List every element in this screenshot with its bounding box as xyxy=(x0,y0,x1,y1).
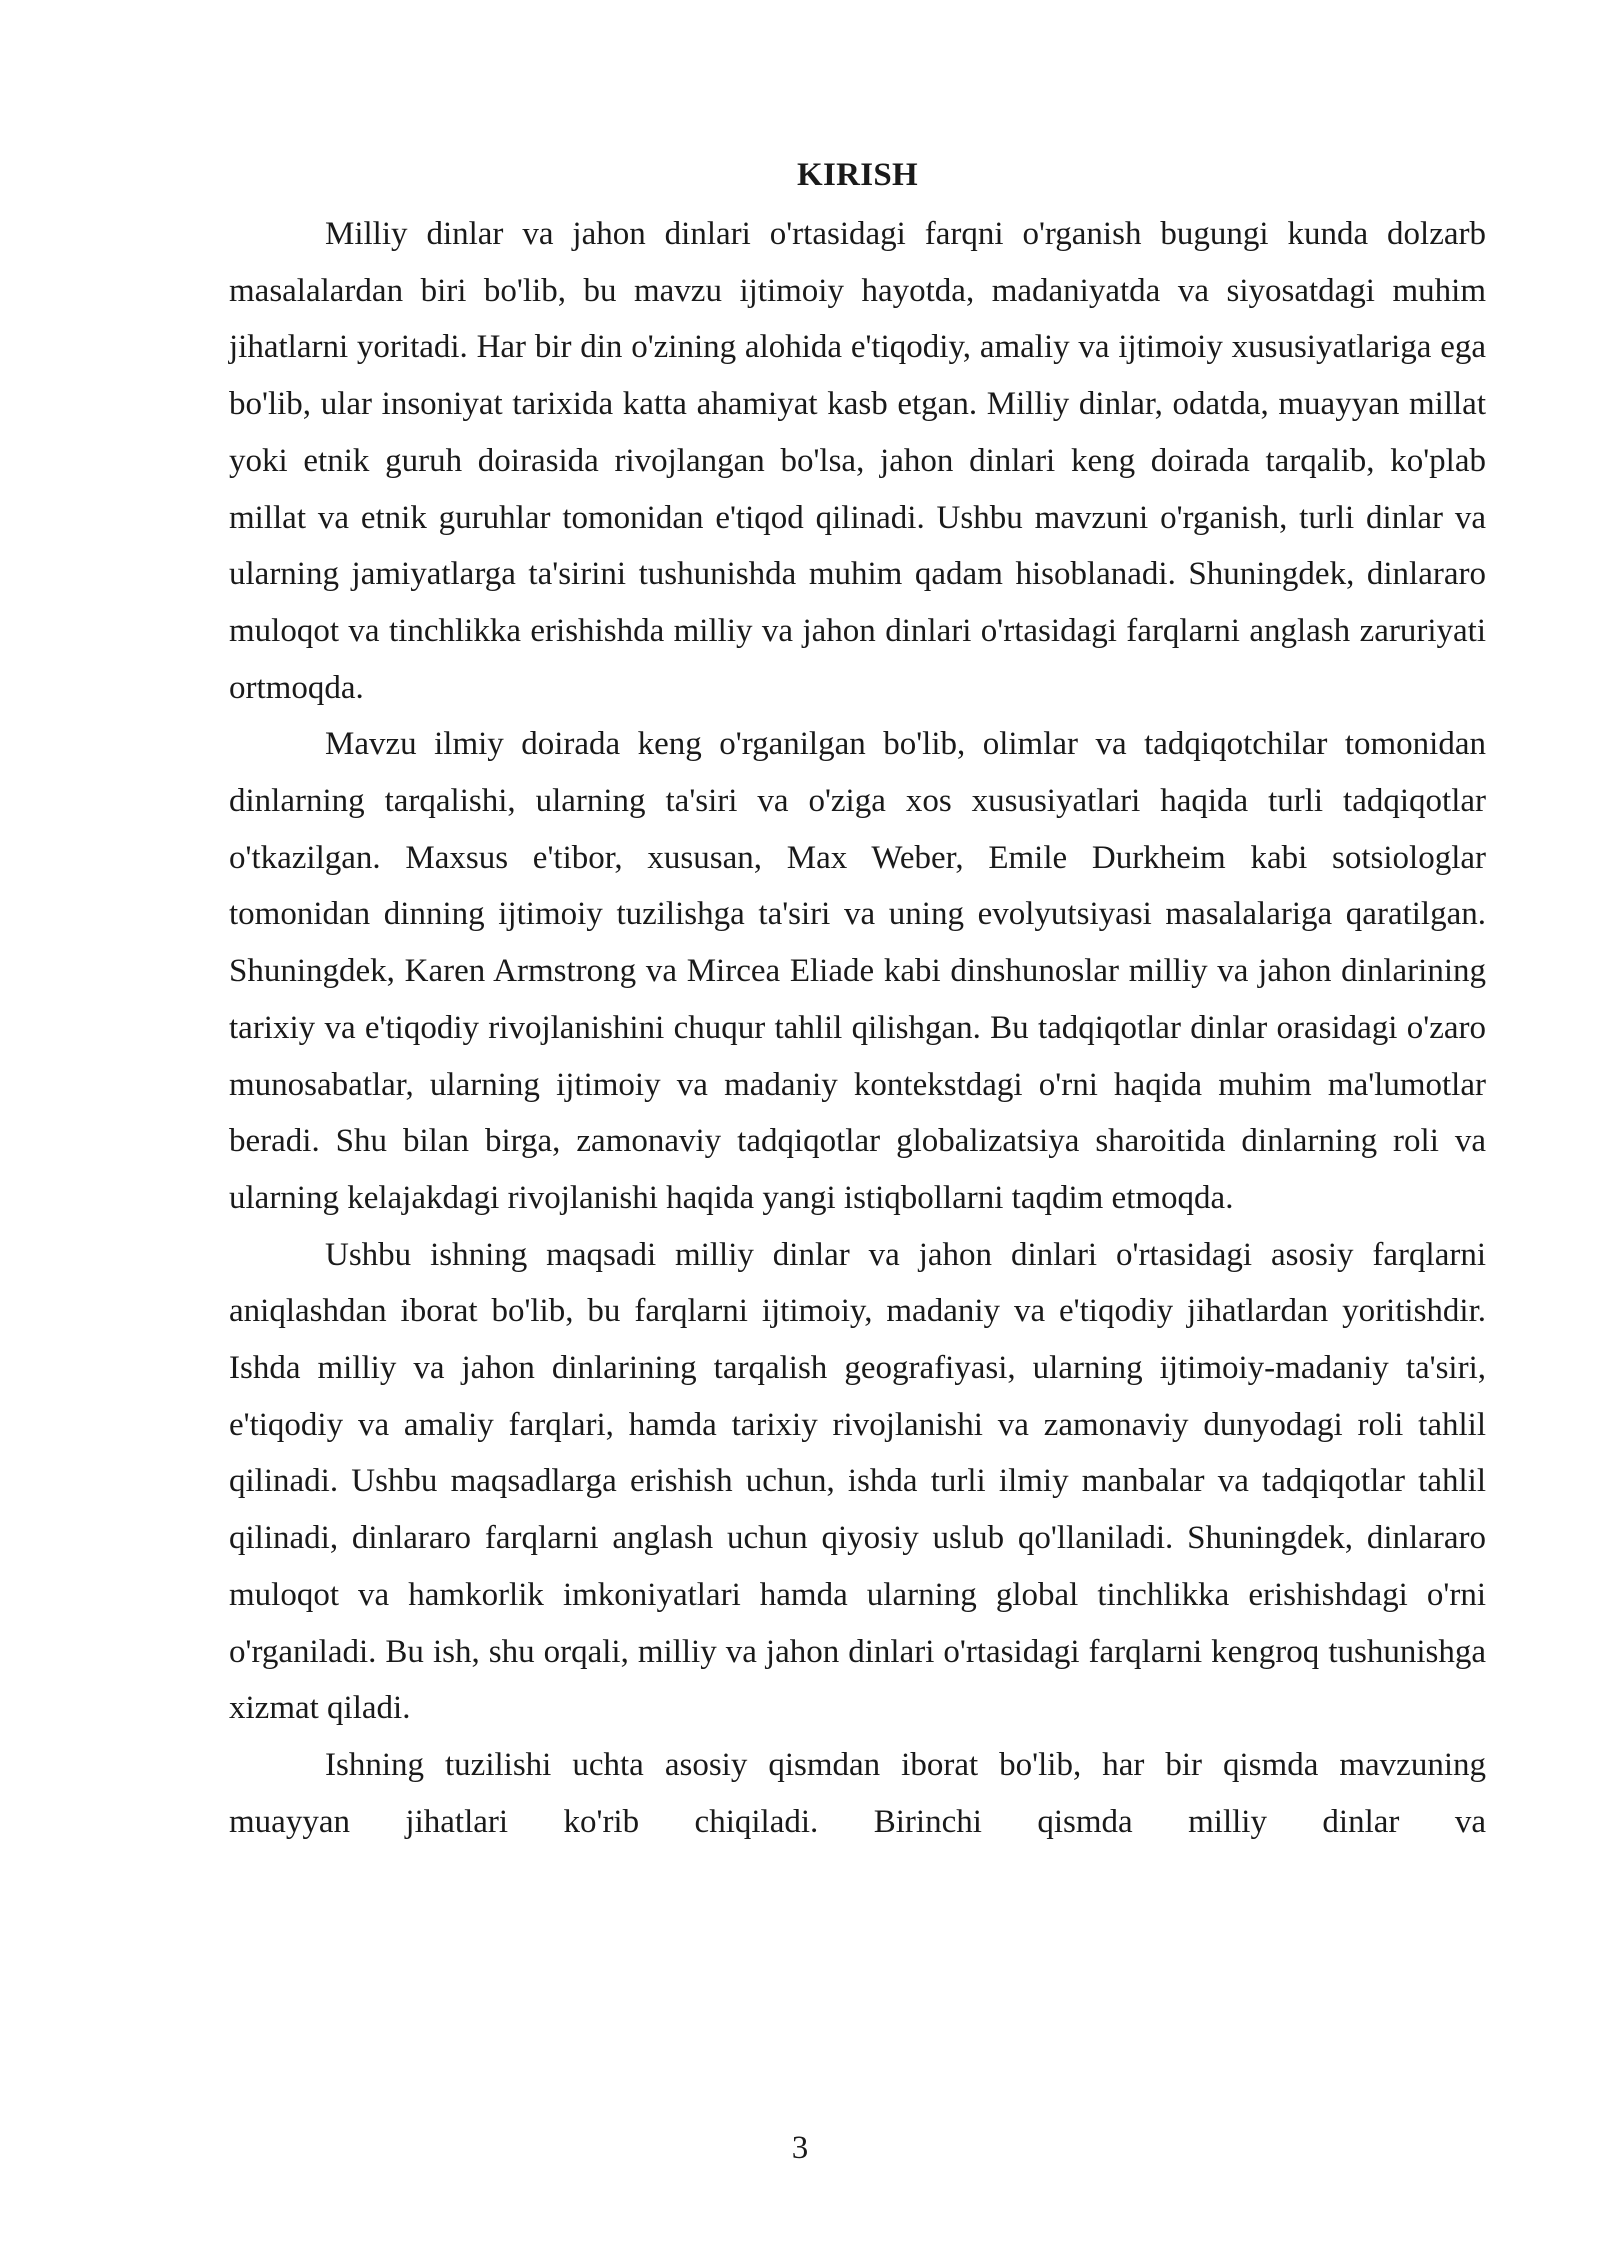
document-page xyxy=(229,150,1486,1850)
page-title: KIRISH xyxy=(796,157,918,193)
paragraph-2: Mavzu ilmiy doirada keng o'rganilgan bo'lib, olimlar va tadqiqotchilar tomonidan dinlarning tarqalishi, ularning ta'siri va o'ziga xos xususiyatlari haqida turli tadqiqotlar o'tkazilgan. Maxsus e'tibor, xususan, Max Weber, Emile Durkheim kabi sotsiologlar tomonidan dinning ijtimoiy tuzilishga ta'siri va uning evolyutsiyasi masalalariga qaratilgan. Shuningdek, Karen Armstrong va Mircea Eliade kabi dinshunoslar milliy va jahon dinlarining tarixiy va e'tiqodiy rivojlanishini chuqur tahlil qilishgan. Bu tadqiqotlar dinlar orasidagi o'zaro munosabatlar, ularning ijtimoiy va madaniy kontekstdagi o'rni haqida muhim ma'lumotlar beradi. Shu bilan birga, zamonaviy tadqiqotlar globalizatsiya sharoitida dinlarning roli va ularning kelajakdagi rivojlanishi haqida yangi istiqbollarni taqdim etmoqda. xyxy=(229,726,1486,1216)
page-number: 3 xyxy=(791,2130,809,2166)
paragraph-4: Ishning tuzilishi uchta asosiy qismdan iborat bo'lib, har bir qismda mavzuning muayyan jihatlari ko'rib chiqiladi. Birinchi qismda milliy dinlar va xyxy=(229,1746,1486,1840)
paragraph-3: Ushbu ishning maqsadi milliy dinlar va jahon dinlari o'rtasidagi asosiy farqlarni aniqlashdan iborat bo'lib, bu farqlarni ijtimoiy, madaniy va e'tiqodiy jihatlardan yoritishdir. Ishda milliy va jahon dinlarining tarqalish geografiyasi, ularning ijtimoiy-madaniy ta'siri, e'tiqodiy va amaliy farqlari, hamda tarixiy rivojlanishi va zamonaviy dunyodagi roli tahlil qilinadi. Ushbu maqsadlarga erishish uchun, ishda turli ilmiy manbalar va tadqiqotlar tahlil qilinadi, dinlararo farqlarni anglash uchun qiyosiy uslub qo'llaniladi. Shuningdek, dinlararo muloqot va hamkorlik imkoniyatlari hamda ularning global tinchlikka erishishdagi o'rni o'rganiladi. Bu ish, shu orqali, milliy va jahon dinlari o'rtasidagi farqlarni kengroq tushunishga xizmat qiladi. xyxy=(229,1236,1486,1727)
paragraph-1: Milliy dinlar va jahon dinlari o'rtasidagi farqni o'rganish bugungi kunda dolzarb masalalardan biri bo'lib, bu mavzu ijtimoiy hayotda, madaniyatda va siyosatdagi muhim jihatlarni yoritadi. Har bir din o'zining alohida e'tiqodiy, amaliy va ijtimoiy xususiyatlariga ega bo'lib, ular insoniyat tarixida katta ahamiyat kasb etgan. Milliy dinlar, odatda, muayyan millat yoki etnik guruh doirasida rivojlangan bo'lsa, jahon dinlari keng doirada tarqalib, ko'plab millat va etnik guruhlar tomonidan e'tiqod qilinadi. Ushbu mavzuni o'rganish, turli dinlar va ularning jamiyatlarga ta'sirini tushunishda muhim qadam hisoblanadi. Shuningdek, dinlararo muloqot va tinchlikka erishishda milliy va jahon dinlari o'rtasidagi farqlarni anglash zaruriyati ortmoqda. xyxy=(229,216,1486,706)
